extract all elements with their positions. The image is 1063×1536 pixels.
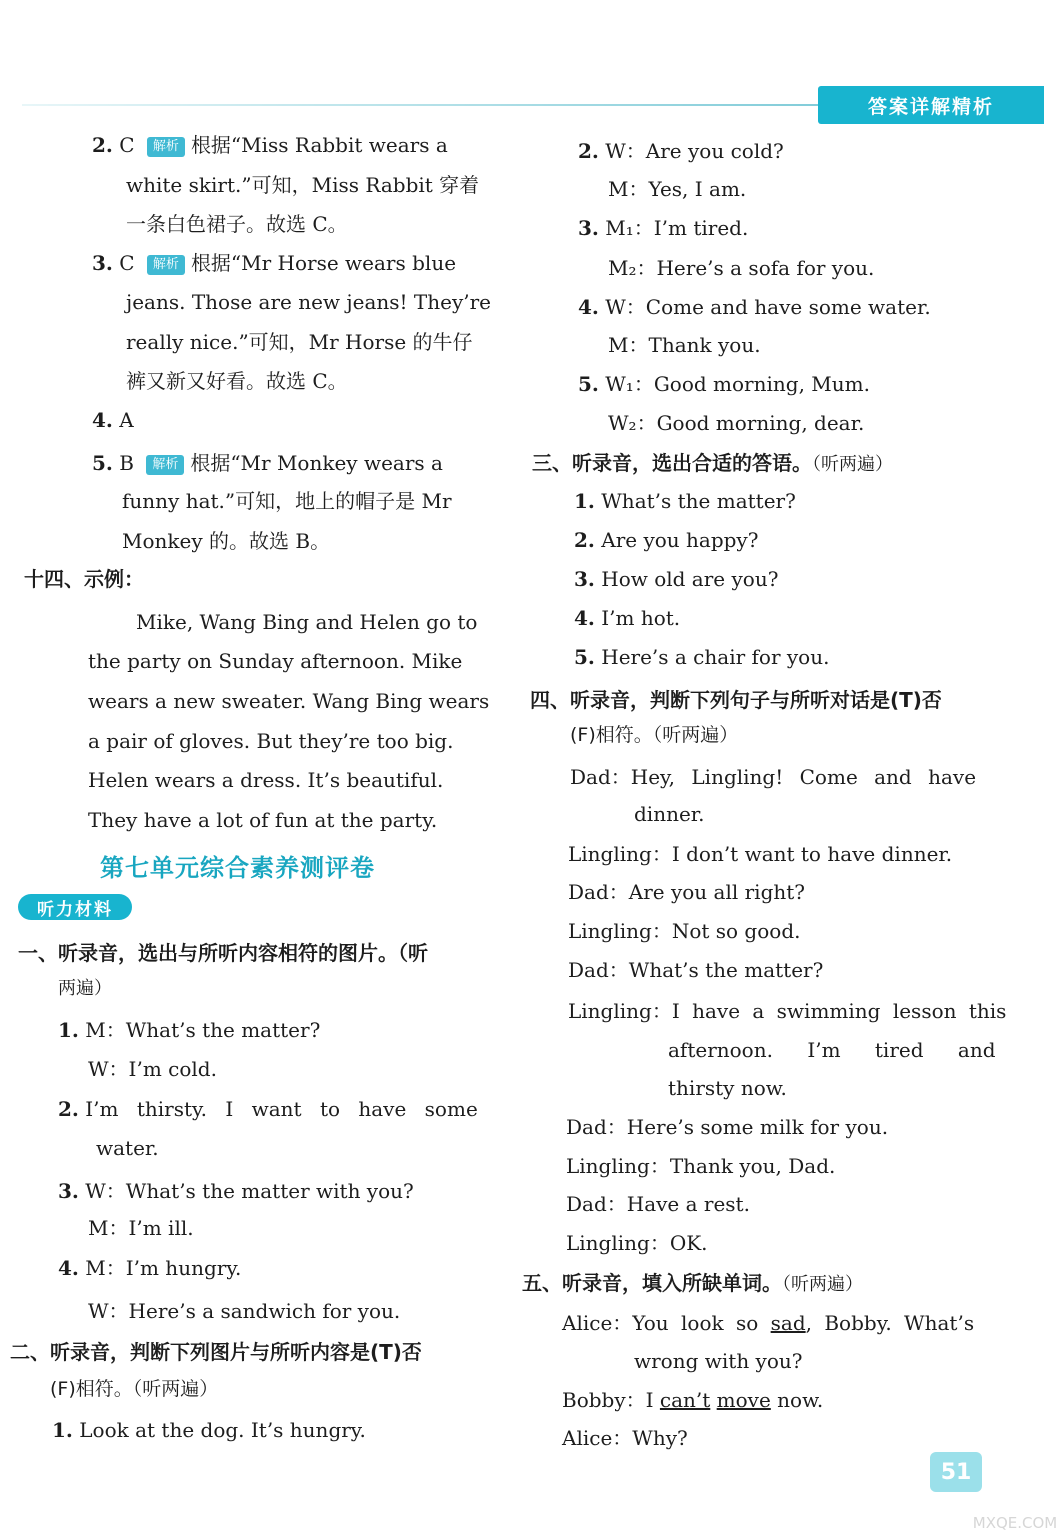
s5-line2: wrong with you?: [634, 1349, 803, 1373]
q5-line3: Monkey 的。故选 B。: [122, 529, 331, 553]
analysis-tag: 解析: [146, 455, 184, 475]
q4-line: 4. A: [92, 408, 134, 432]
q3-line4: 裤又新又好看。故选 C。: [126, 369, 348, 393]
q5-line2: funny hat.”可知，地上的帽子是 Mr: [122, 489, 452, 513]
s4-dialogue-10: Lingling：OK.: [566, 1231, 708, 1255]
s4-dialogue-8: Lingling：Thank you, Dad.: [566, 1154, 836, 1178]
s1-item4-a: 4. M：I’m hungry.: [58, 1256, 242, 1280]
section-2-title-cont: (F)相符。（听两遍）: [50, 1378, 219, 1400]
s2-item4-a: 4. W：Come and have some water.: [578, 295, 931, 319]
s4-dialogue-6c: thirsty now.: [668, 1076, 787, 1100]
q3-line2: jeans. Those are new jeans! They’re: [126, 290, 492, 314]
q2-line2: white skirt.”可知，Miss Rabbit 穿着: [126, 173, 480, 197]
s5-line1: Alice：You look so sad, Bobby. What’s: [562, 1311, 975, 1335]
blank-sad: sad: [770, 1311, 806, 1335]
header-badge: 答案详解精析: [818, 86, 1044, 124]
s1-item4-b: W：Here’s a sandwich for you.: [88, 1299, 401, 1323]
s5-line3: Bobby：I can’t move now.: [562, 1388, 824, 1412]
s14-line4: a pair of gloves. But they’re too big.: [88, 729, 454, 753]
q3-line3: really nice.”可知，Mr Horse 的牛仔: [126, 330, 473, 354]
s4-dialogue-3: Dad：Are you all right?: [568, 880, 806, 904]
s4-dialogue-1b: dinner.: [634, 802, 705, 826]
s2-item2-a: 2. W：Are you cold?: [578, 139, 784, 163]
s3-item4: 4. I’m hot.: [574, 606, 681, 630]
q2-line1: 2. C 解析 根据“Miss Rabbit wears a: [92, 133, 448, 157]
section-1-title: 一、听录音，选出与所听内容相符的图片。（听: [18, 941, 428, 965]
s2-item2-b: M：Yes, I am.: [608, 177, 747, 201]
q5-line1: 5. B 解析 根据“Mr Monkey wears a: [92, 451, 443, 475]
s1-item3-b: M：I’m ill.: [88, 1216, 194, 1240]
s1-item1-a: 1. M：What’s the matter?: [58, 1018, 321, 1042]
analysis-tag: 解析: [147, 255, 185, 275]
section-5-title: 五、听录音，填入所缺单词。（听两遍）: [522, 1271, 863, 1295]
s2-item1: 1. Look at the dog. It’s hungry.: [52, 1418, 366, 1442]
s3-item5: 5. Here’s a chair for you.: [574, 645, 830, 669]
analysis-tag: 解析: [147, 137, 185, 157]
s1-item1-b: W：I’m cold.: [88, 1057, 217, 1081]
section-4-title-cont: (F)相符。（听两遍）: [570, 724, 739, 746]
s14-line5: Helen wears a dress. It’s beautiful.: [88, 768, 444, 792]
s4-dialogue-4: Lingling：Not so good.: [568, 919, 801, 943]
s2-item3-a: 3. M₁：I’m tired.: [578, 216, 749, 240]
blank-cant: can’t: [659, 1388, 711, 1412]
watermark: MXQE.COM: [972, 1514, 1058, 1532]
blank-move: move: [716, 1388, 771, 1412]
listening-material-label: 听力材料: [18, 894, 132, 920]
section-1-title-cont: 两遍）: [58, 978, 112, 999]
section-3-title: 三、听录音，选出合适的答语。（听两遍）: [532, 451, 893, 475]
s2-item5-b: W₂：Good morning, dear.: [608, 411, 865, 435]
q3-line1: 3. C 解析 根据“Mr Horse wears blue: [92, 251, 457, 275]
s4-dialogue-2: Lingling：I don’t want to have dinner.: [568, 842, 953, 866]
section-2-title: 二、听录音，判断下列图片与所听内容是(T)否: [10, 1340, 422, 1364]
section-4-title: 四、听录音，判断下列句子与所听对话是(T)否: [530, 688, 942, 712]
s4-dialogue-6a: Lingling：I have a swimming lesson this: [568, 999, 1007, 1023]
s14-line2: the party on Sunday afternoon. Mike: [88, 649, 463, 673]
s3-item1: 1. What’s the matter?: [574, 489, 796, 513]
s1-item2-b: water.: [96, 1136, 159, 1160]
header-line: [22, 104, 842, 106]
s14-line6: They have a lot of fun at the party.: [88, 808, 438, 832]
s14-line1: Mike, Wang Bing and Helen go to: [136, 610, 478, 634]
s2-item4-b: M：Thank you.: [608, 333, 761, 357]
s2-item3-b: M₂：Here’s a sofa for you.: [608, 256, 875, 280]
s4-dialogue-7: Dad：Here’s some milk for you.: [566, 1115, 889, 1139]
s3-item3: 3. How old are you?: [574, 567, 779, 591]
s4-dialogue-9: Dad：Have a rest.: [566, 1192, 750, 1216]
s3-item2: 2. Are you happy?: [574, 528, 759, 552]
page-number: 51: [930, 1452, 982, 1492]
q2-line3: 一条白色裙子。故选 C。: [126, 212, 348, 236]
s5-line4: Alice：Why?: [562, 1426, 688, 1450]
s4-dialogue-1a: Dad：Hey, Lingling! Come and have: [570, 765, 977, 789]
s4-dialogue-6b: afternoon. I’m tired and: [668, 1038, 996, 1062]
s1-item3-a: 3. W：What’s the matter with you?: [58, 1179, 414, 1203]
unit-title: 第七单元综合素养测评卷: [100, 854, 375, 882]
section-14-title: 十四、示例：: [24, 567, 144, 591]
s14-line3: wears a new sweater. Wang Bing wears: [88, 689, 490, 713]
s1-item2-a: 2. I’m thirsty. I want to have some: [58, 1097, 478, 1121]
s2-item5-a: 5. W₁：Good morning, Mum.: [578, 372, 870, 396]
s4-dialogue-5: Dad：What’s the matter?: [568, 958, 824, 982]
